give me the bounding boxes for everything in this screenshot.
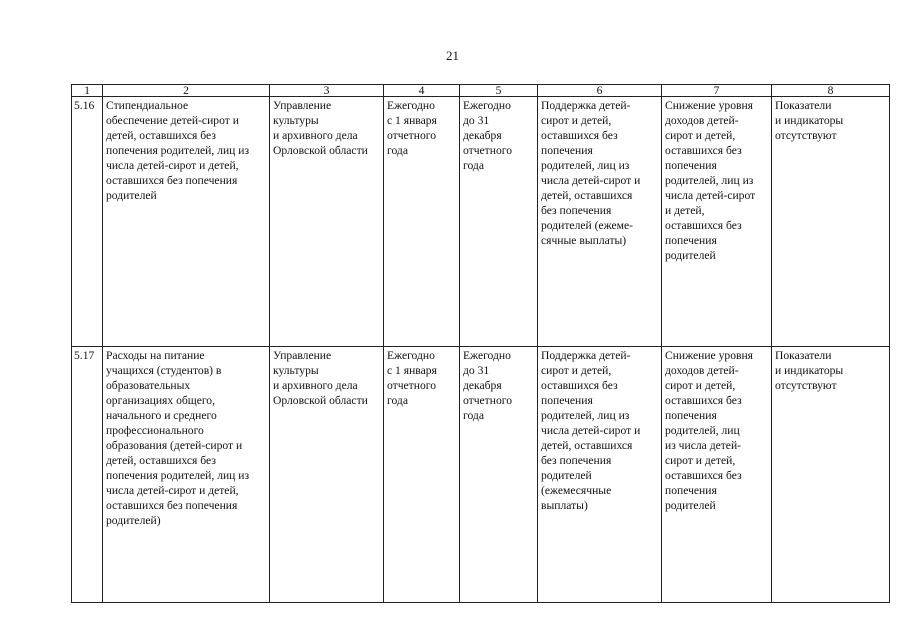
- executor-cell: [270, 97, 384, 347]
- start-date-cell: [384, 347, 460, 603]
- row-number: 5.16: [74, 99, 95, 112]
- header-cell-7: 7: [662, 85, 772, 97]
- result-cell: [662, 347, 772, 603]
- goal: Поддержка детей- сирот и детей, оставшихся без попечения родителей, лиц из числа детей-сирот и детей, оставшихся без попечения родителей (ежеме- сячные выплаты): [541, 99, 641, 247]
- start-date-cell: [384, 97, 460, 347]
- goal: Поддержка детей- сирот и детей, оставшихся без попечения родителей, лиц из числа детей-сирот и детей, оставшихся без попечения родителей (ежемесячные выплаты): [541, 349, 641, 512]
- row-number-cell: [72, 97, 103, 347]
- indicators-cell: [772, 97, 890, 347]
- header-cell-1: 1: [72, 85, 103, 97]
- row-number: 5.17: [74, 349, 95, 362]
- header-cell-5: 5: [460, 85, 538, 97]
- measure-name: Расходы на питание учащихся (студентов) в образовательных организациях общего, начального и среднего профессионального образования (детей-сирот и детей, оставшихся без попечения родителей, лиц из числа детей-сирот и детей, оставшихся без попечения родителей): [106, 349, 250, 527]
- executor: Управление культуры и архивного дела Орловской области: [273, 99, 368, 157]
- end-date-cell: [460, 97, 538, 347]
- expected-result: Снижение уровня доходов детей- сирот и детей, оставшихся без попечения родителей, лиц из числа детей- сирот и детей, оставшихся без попечения родителей: [665, 349, 754, 512]
- measure-name: Стипендиальное обеспечение детей-сирот и детей, оставшихся без попечения родителей, лиц из числа детей-сирот и детей, оставшихся без попечения родителей: [106, 99, 250, 202]
- executor-cell: [270, 347, 384, 603]
- table-row: [72, 347, 890, 603]
- executor: Управление культуры и архивного дела Орловской области: [273, 349, 368, 407]
- end-date: Ежегодно до 31 декабря отчетного года: [463, 349, 513, 422]
- start-date: Ежегодно с 1 января отчетного года: [387, 349, 437, 407]
- indicators: Показатели и индикаторы отсутствуют: [775, 99, 844, 142]
- end-date-cell: [460, 347, 538, 603]
- indicators: Показатели и индикаторы отсутствуют: [775, 349, 844, 392]
- header-row: [72, 85, 890, 97]
- header-cell-2: 2: [103, 85, 270, 97]
- header-cell-6: 6: [538, 85, 662, 97]
- header-cell-8: 8: [772, 85, 890, 97]
- start-date: Ежегодно с 1 января отчетного года: [387, 99, 437, 157]
- measure-name-cell: [103, 97, 270, 347]
- expected-result: Снижение уровня доходов детей- сирот и детей, оставшихся без попечения родителей, лиц из числа детей-сирот и детей, оставшихся без попечения родителей: [665, 99, 756, 262]
- program-table: [71, 84, 890, 603]
- goal-cell: [538, 347, 662, 603]
- result-cell: [662, 97, 772, 347]
- goal-cell: [538, 97, 662, 347]
- header-cell-3: 3: [270, 85, 384, 97]
- header-cell-4: 4: [384, 85, 460, 97]
- end-date: Ежегодно до 31 декабря отчетного года: [463, 99, 513, 172]
- measure-name-cell: [103, 347, 270, 603]
- row-number-cell: [72, 347, 103, 603]
- table-row: [72, 97, 890, 347]
- indicators-cell: [772, 347, 890, 603]
- page-number: 21: [446, 48, 459, 63]
